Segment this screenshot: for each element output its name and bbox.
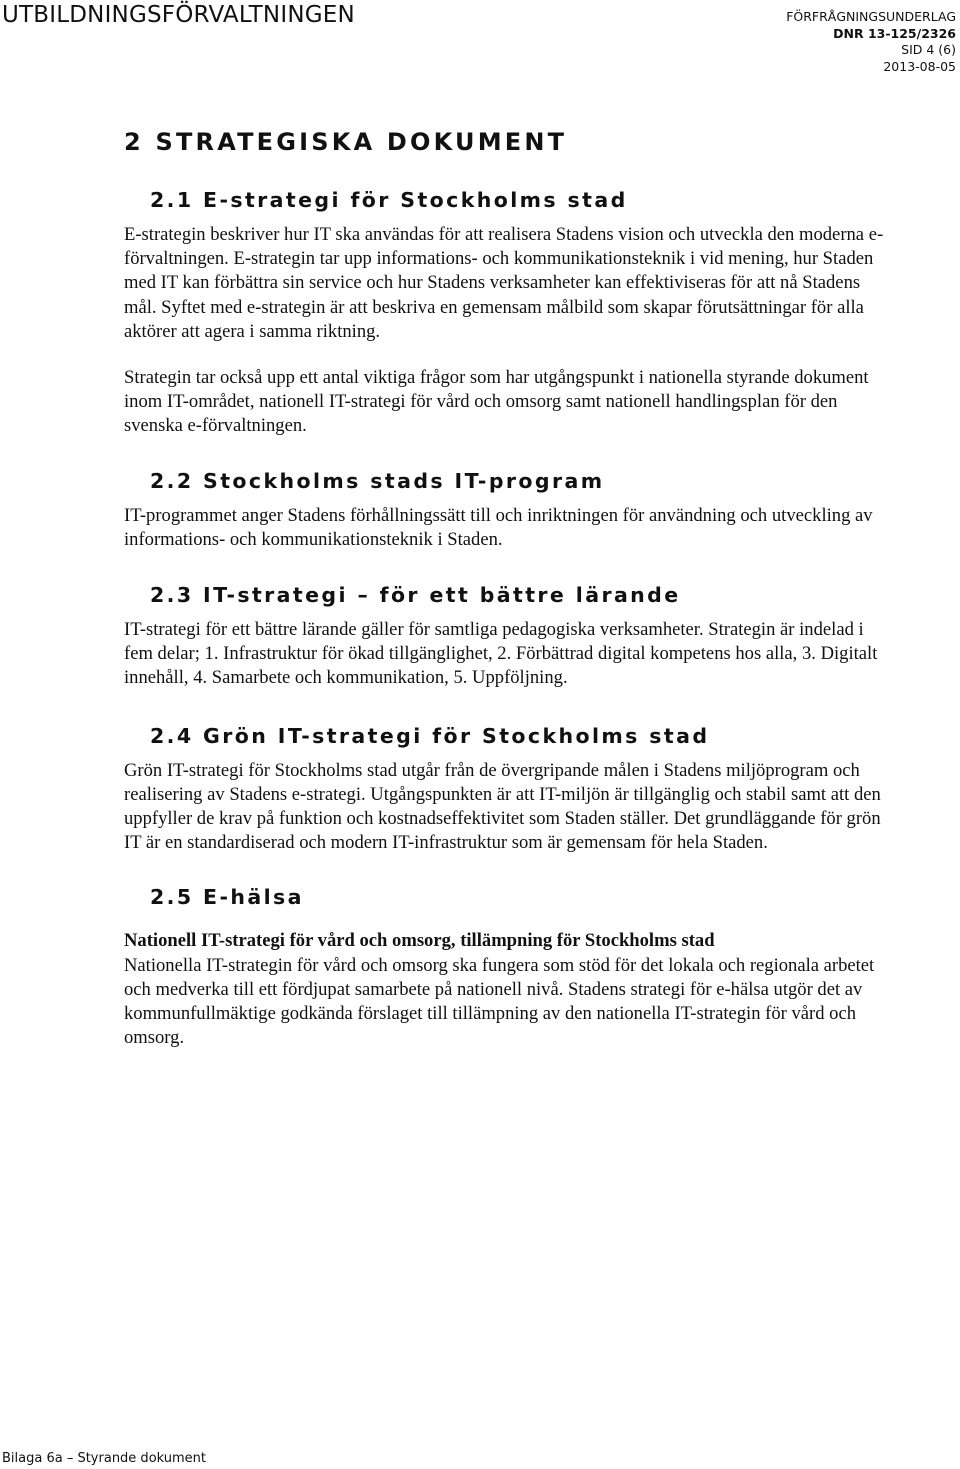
section-2-4-paragraph: Grön IT-strategi för Stockholms stad utgår från de övergripande målen i Stadens miljöprogram och realisering av Stadens e-strategi. Utgångspunkten är att IT-miljön är tillgänglig och stabil samt att den uppfyller de krav på funktion och kostnadseffektivitet som Staden ställer. Det grundläggande för grön IT är en standardiserad och modern IT-infrastruktur som är gemensam för hela Staden. [124,759,881,854]
section-2-3-paragraph: IT-strategi för ett bättre lärande gäller för samtliga pedagogiska verksamheter. Strategin är indelad i fem delar; 1. Infrastruktur för ökad tillgänglighet, 2. Förbättrad digital kompetens hos alla, 3. Digitalt innehåll, 4. Samarbete och kommunikation, 5. Uppföljning. [124,619,878,689]
document-dnr: DNR 13-125/2326 [833,25,956,41]
footer-label: Bilaga 6a – Styrande dokument [2,1451,207,1466]
section-2-5-paragraph [124,929,884,1050]
section-2-5-text: Nationella IT-strategin för vård och omsorg ska fungera som stöd för det lokala och regionala arbetet och medverka till ett fördjupat samarbete på nationell nivå. Stadens strategi för e-hälsa utgör det av kommunfullmäktige godkända förslaget till tillämpning av den nationella IT-strategin för vård och omsorg. [124,954,875,1049]
section-2-1-paragraph-1: E-strategin beskriver hur IT ska användas för att realisera Stadens vision och utveckla den moderna e-förvaltningen. E-strategin tar upp informations- och kommunikationsteknik i vid mening, hur Staden med IT kan förbättra sin service och hur Stadens verksamheter kan effektiviseras för att nå Stadens mål. Syftet med e-strategin är att beskriva en gemensam målbild som skapar förutsättningar för alla aktörer att agera i samma riktning. [124,224,884,342]
section-2-2-paragraph: IT-programmet anger Stadens förhållningssätt till och inriktningen för användning och utveckling av informations- och kommunikationsteknik i Staden. [124,504,873,550]
section-2-5-heading: 2.5 E-hälsa [150,885,304,910]
document-date: 2013-08-05 [883,58,956,74]
section-2-3-heading: 2.3 IT-strategi – för ett bättre lärande [150,583,681,608]
document-body [124,128,884,1072]
section-2-5-subheading: Nationell IT-strategi för vård och omsorg, tillämpning för Stockholms stad [124,930,715,952]
section-2-1-heading: 2.1 E-strategi för Stockholms stad [150,188,628,212]
document-type: FÖRFRÅGNINGSUNDERLAG [786,9,956,24]
section-2-4-heading: 2.4 Grön IT-strategi för Stockholms stad [150,723,710,748]
chapter-title: 2 STRATEGISKA DOKUMENT [124,128,568,156]
section-2-1-paragraph-2: Strategin tar också upp ett antal viktiga frågor som har utgångspunkt i nationella styrande dokument inom IT-området, nationell IT-strategi för vård och omsorg samt nationell handlingsplan för den svenska e-förvaltningen. [124,367,869,437]
section-2-2-heading: 2.2 Stockholms stads IT-program [150,468,605,493]
organization-name: UTBILDNINGSFÖRVALTNINGEN [2,2,355,28]
document-meta [786,9,956,75]
page-number: SID 4 (6) [901,42,956,57]
